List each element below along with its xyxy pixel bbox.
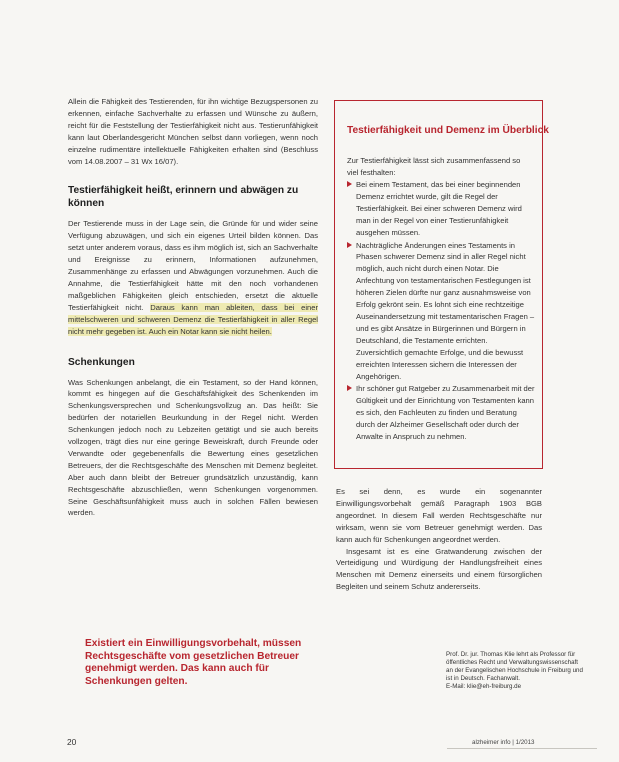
bullet-item — [347, 240, 535, 383]
paragraph: Insgesamt ist es eine Gratwanderung zwischen der Verteidigung und Würdigung der Handlungsfreiheit eines Menschen mit Demenz einerseits und einem fürsorglichen Begleiten und seinem Schutz andererseits. — [336, 546, 542, 592]
author-bio: Prof. Dr. jur. Thomas Klie lehrt als Professor für öffentliches Recht und Verwaltungswissenschaft an der Evangelischen Hochschule in Freiburg und ist in Deutsch. Fachanwalt. — [446, 651, 583, 683]
triangle-bullet-icon — [347, 242, 352, 248]
magazine-issue: alzheimer info | 1/2013 — [472, 739, 535, 746]
triangle-bullet-icon — [347, 385, 352, 391]
left-column — [68, 96, 318, 519]
box-title: Testierfähigkeit und Demenz im Überblick — [347, 125, 549, 136]
bullet-text: Ihr schöner gut Ratgeber zu Zusammenarbeit mit der Gültigkeit und der Einrichtung von Testamenten kann es sich, den Fachleuten zu finden und Beratung durch der Alzheimer Gesellschaft oder durch der Anwalte in Anspruch zu nehmen. — [356, 384, 535, 442]
section-heading: Schenkungen — [68, 356, 135, 368]
bullet-text: Nachträgliche Änderungen eines Testaments in Phasen schwerer Demenz sind in aller Regel nicht möglich, auch nicht durch einen Notar. Die Anfechtung von testamentarischen Festlegungen ist höheren Zielen dürfte nur ganz ausnahmsweise von Erfolg gekrönt sein. Es lohnt sich eine rechtzeitige Auseinandersetzung mit testamentarischen Fragen – und es gibt Ansätze in Bürgerinnen und Bürgern in Deutschland, die Testamente errichten. Zuversichtlich gemachte Erfolge, und die bewusst erreichten Interessen sichern die Interessen der Angehörigen. — [356, 240, 535, 381]
paragraph: Allein die Fähigkeit des Testierenden, für ihn wichtige Bezugspersonen zu erkennen, einfache Sachverhalte zu erfassen und Wünsche zu äußern, reicht für die Feststellung der Testierfähigkeit nicht aus. Testierunfähigkeit kann laut Oberlandesgericht München selbst dann vorliegen, wenn noch einzelne rudimentäre intellektuelle Fähigkeiten erhalten sind (Beschluss vom 14.08.2007 – 31 Wx 16/07). — [68, 97, 318, 166]
footer-divider — [447, 748, 597, 749]
box-intro: Zur Testierfähigkeit lässt sich zusammenfassend so viel festhalten: — [347, 156, 521, 177]
highlighted-text: Daraus kann man ableiten, dass bei einer mittelschweren und schweren Demenz die Testierfähigkeit in aller Regel nicht mehr gegeben ist. Auch ein Notar kann sie nicht heilen. — [68, 302, 318, 336]
summary-box — [334, 100, 549, 469]
pull-quote: Existiert ein Einwilligungsvorbehalt, müssen Rechtsgeschäfte vom gesetzlichen Betreuer genehmigt werden. Das kann auch für Schenkungen gelten. — [85, 638, 302, 687]
right-column — [336, 486, 542, 593]
paragraph: Es sei denn, es wurde ein sogenannter Einwilligungsvorbehalt gemäß Paragraph 1903 BGB angeordnet. In diesem Fall werden Rechtsgeschäfte nur wirksam, wenn sie vom Betreuer genehmigt werden. Das kann auch für Schenkungen angeordnet werden. — [336, 487, 542, 544]
bullet-item — [347, 179, 535, 239]
author-info — [446, 651, 586, 691]
page-number: 20 — [67, 737, 77, 747]
triangle-bullet-icon — [347, 181, 352, 187]
author-email: E-Mail: klie@eh-freiburg.de — [446, 683, 522, 691]
paragraph: Was Schenkungen anbelangt, die ein Testament, so der Hand können, kommt es hingegen auf die Geschäftsfähigkeit des Schenkenden im Schenkungsversprechen und Schenkungsvollzug an. Das heißt: Sie bedürfen der notariellen Beurkundung in der Regel nicht. Werden Schenkungen jedoch noch zu Lebzeiten getätigt und sie auch bereits vollzogen, trägt dies nur eine geringe Beweiskraft, durch Freunde oder Verwandte oder gegebenenfalls die Bewertung eines gesetzlichen Betreuers, der die Rechtsgeschäfte des Menschen mit Demenz begleitet. Aber auch dann bleibt der Betreuer grundsätzlich unzuständig, kann Rechtsgeschäfte abzuschließen, wenn Schenkungen vorgenommen. Seine Geschäftsunfähigkeit muss auch in solchen Fällen bewiesen werden. — [68, 377, 318, 518]
bullet-item — [347, 383, 535, 443]
bullet-text: Bei einem Testament, das bei einer beginnenden Demenz errichtet wurde, gilt die Regel der Testierfähigkeit. Bei einer schweren Demenz wird man in der Regel von einer Testierunfähigkeit ausgehen müssen. — [356, 180, 522, 237]
paragraph — [68, 218, 318, 337]
paragraph-text: Der Testierende muss in der Lage sein, die Gründe für und wider seine Verfügung abzuwägen, und sich ein eigenes Urteil bilden können. Das setzt unter anderem voraus, dass es ihm möglich ist, sich an Sachverhalte und Ereignisse zu erinnern, Informationen aufzunehmen, Zusammenhänge zu erfassen und Abwägungen vorzunehmen. Auch die Annahme, die Testierfähigkeit hätte mit den noch vorhandenen maßgeblichen Fähigkeiten gleich entschieden, ersetzt die aktuelle Testierfähigkeit nicht. — [68, 219, 318, 312]
bullet-list — [347, 179, 535, 444]
section-heading: Testierfähigkeit heißt, erinnern und abwägen zu können — [68, 185, 299, 210]
